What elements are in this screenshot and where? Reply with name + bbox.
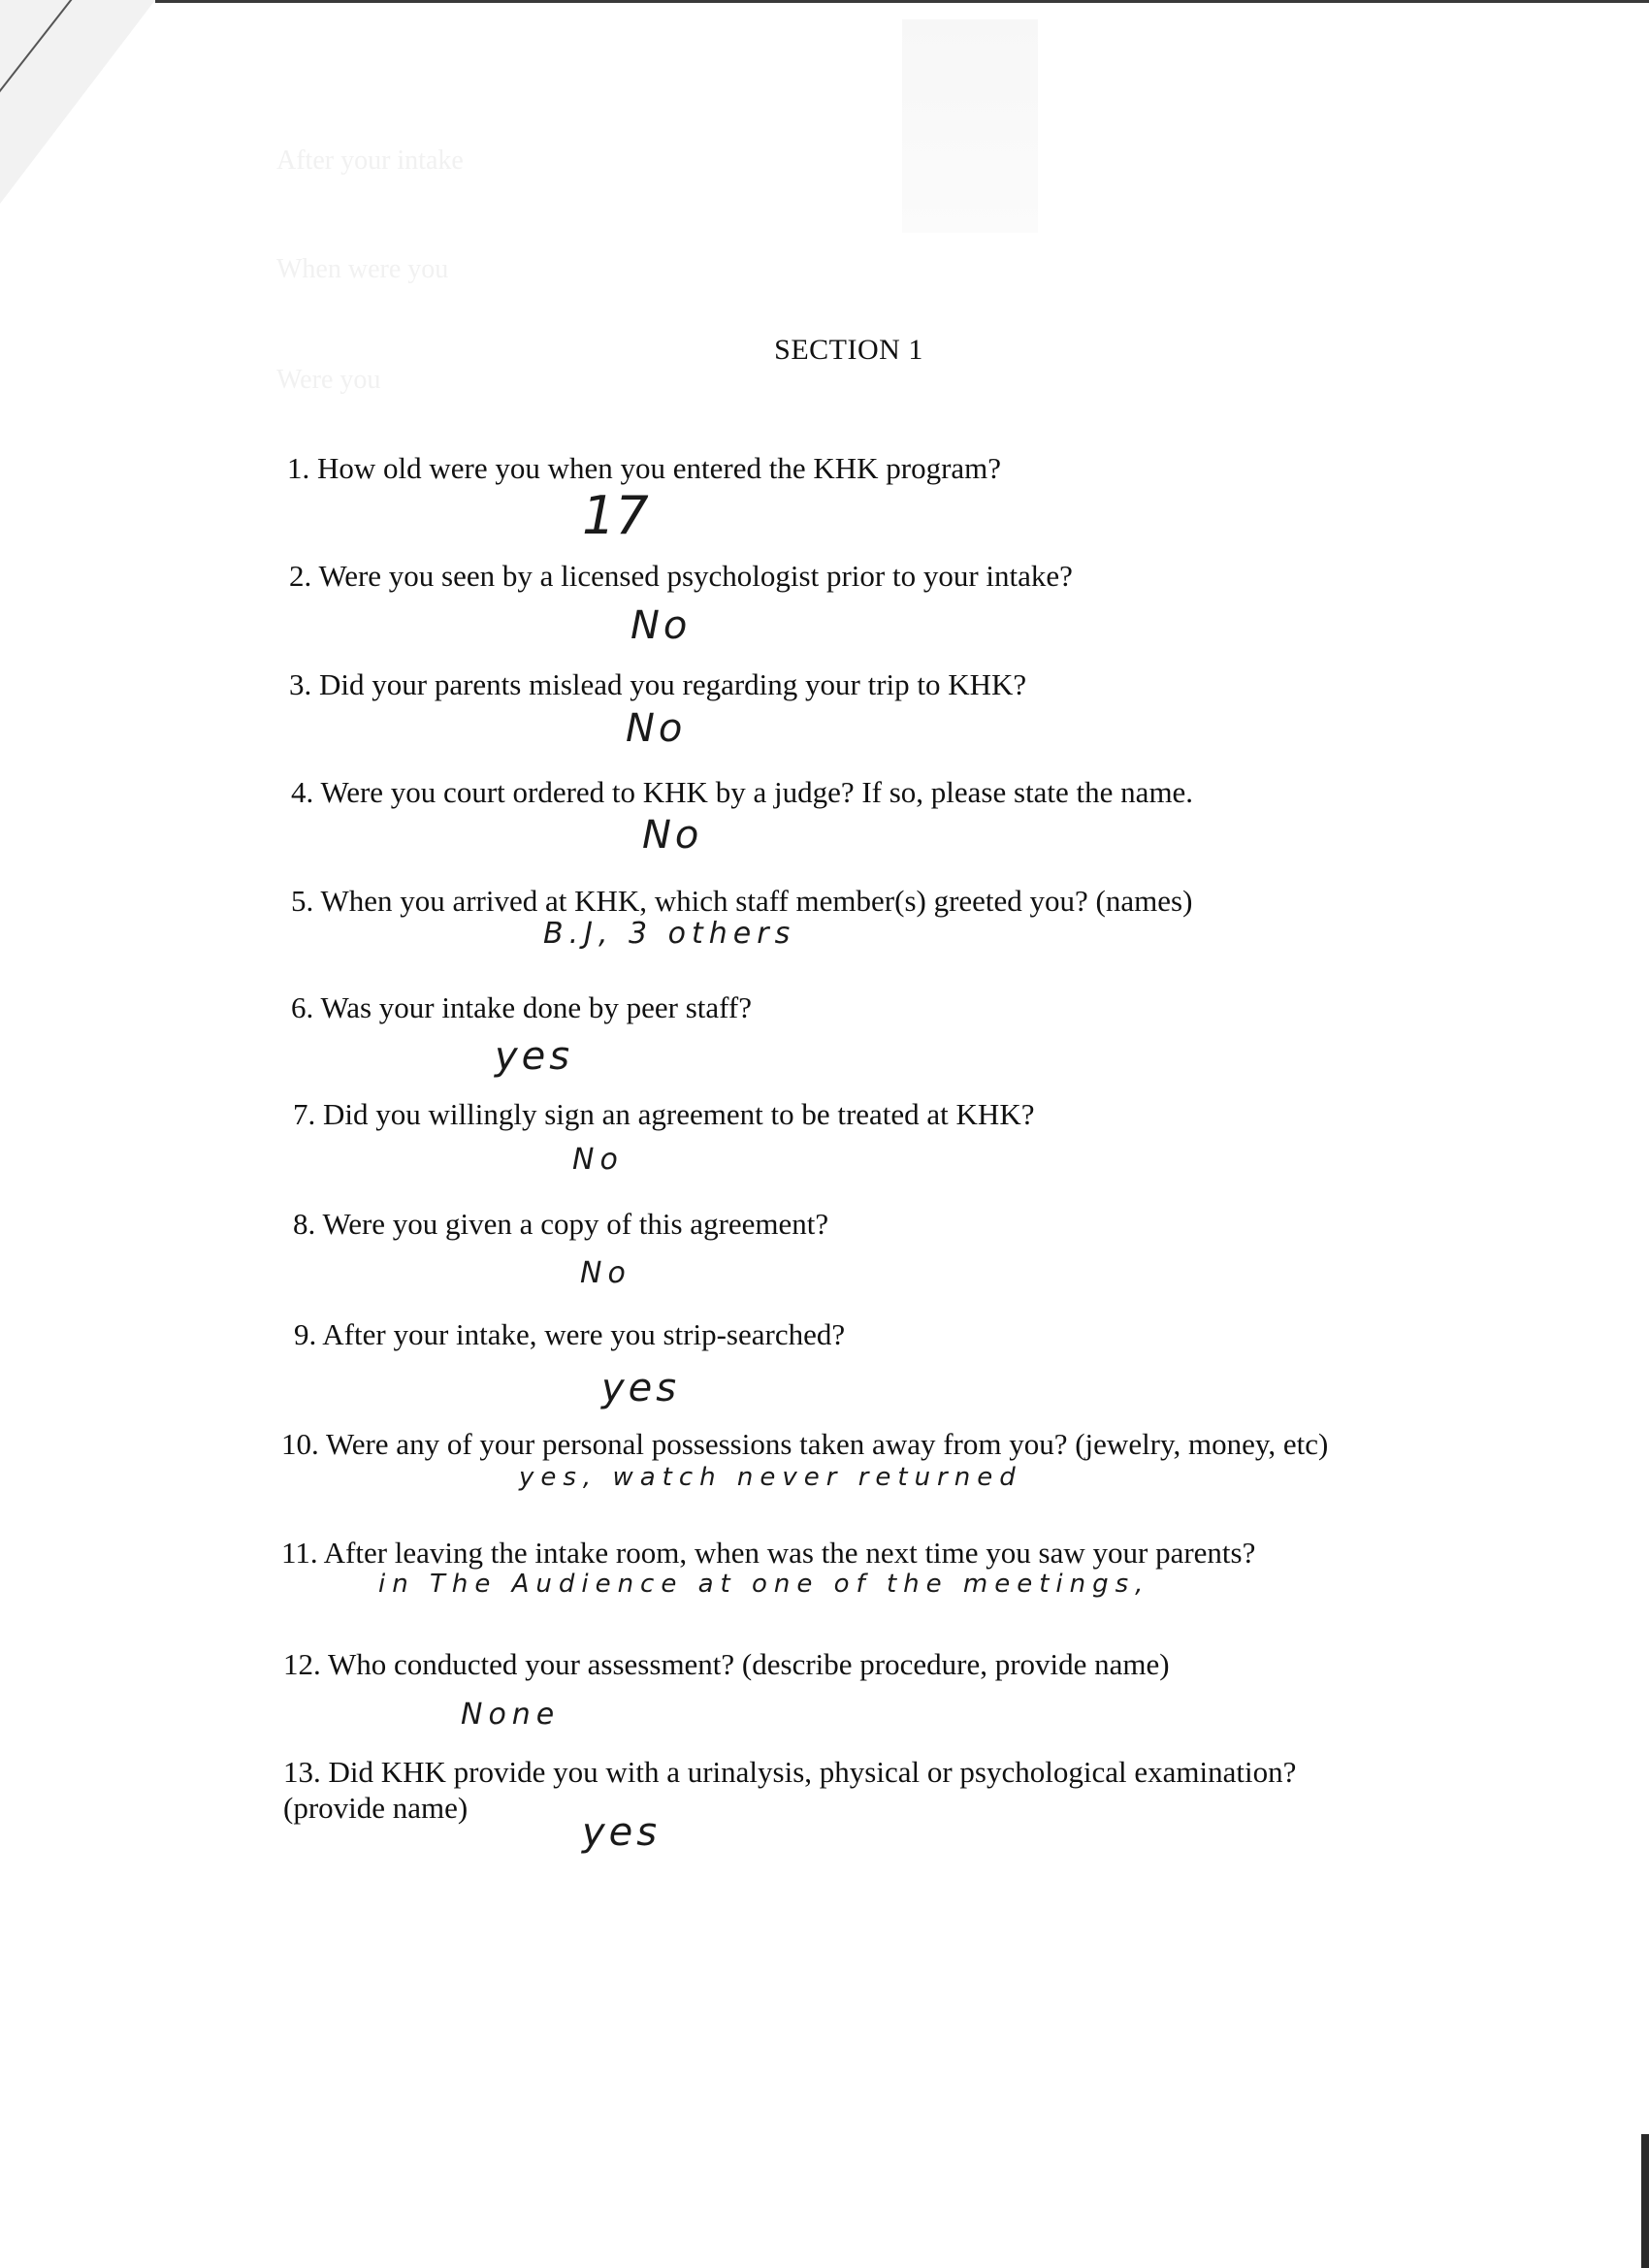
bleed-through-text: After your intake [276, 146, 464, 176]
bleed-through-band [902, 19, 1038, 233]
bleed-through-text: When were you [276, 254, 449, 284]
question-6: 6. Was your intake done by peer staff? [291, 990, 752, 1024]
question-2: 2. Were you seen by a licensed psychologist prior to your intake? [289, 559, 1073, 593]
question-10: 10. Were any of your personal possessions taken away from you? (jewelry, money, etc) [281, 1427, 1329, 1461]
question-3: 3. Did your parents mislead you regarding your trip to KHK? [289, 667, 1027, 701]
answer-2: No [630, 603, 692, 648]
answer-8: No [580, 1256, 631, 1290]
answer-4: No [642, 813, 703, 858]
answer-1: 17 [582, 485, 649, 546]
answer-9: yes [601, 1366, 681, 1410]
answer-7: No [572, 1143, 624, 1177]
answer-10: yes, watch never returned [519, 1463, 1022, 1492]
question-1: 1. How old were you when you entered the KHK program? [287, 451, 1002, 485]
question-13-line-2: (provide name) [283, 1791, 469, 1826]
answer-11: in The Audience at one of the meetings, [378, 1570, 1150, 1599]
question-13-line-1: 13. Did KHK provide you with a urinalysis, physical or psychological examination? [283, 1755, 1297, 1789]
question-5: 5. When you arrived at KHK, which staff member(s) greeted you? (names) [291, 884, 1193, 918]
section-title: SECTION 1 [774, 334, 923, 366]
question-4: 4. Were you court ordered to KHK by a judge? If so, please state the name. [291, 775, 1194, 809]
answer-3: No [626, 706, 687, 751]
folded-corner [0, 0, 155, 204]
question-9: 9. After your intake, were you strip-searched? [294, 1317, 846, 1351]
question-13 [283, 1754, 1296, 1826]
question-12: 12. Who conducted your assessment? (describe procedure, provide name) [283, 1647, 1170, 1681]
question-11: 11. After leaving the intake room, when was the next time you saw your parents? [281, 1536, 1256, 1570]
question-7: 7. Did you willingly sign an agreement to be treated at KHK? [293, 1097, 1035, 1131]
scan-right-edge [1641, 2134, 1649, 2268]
scan-top-edge [155, 0, 1649, 3]
answer-6: yes [495, 1034, 574, 1079]
answer-12: None [461, 1698, 561, 1732]
answer-5: B.J, 3 others [543, 917, 796, 951]
bleed-through-text: Were you [276, 365, 381, 395]
question-8: 8. Were you given a copy of this agreement? [293, 1207, 829, 1241]
answer-13: yes [582, 1810, 662, 1855]
